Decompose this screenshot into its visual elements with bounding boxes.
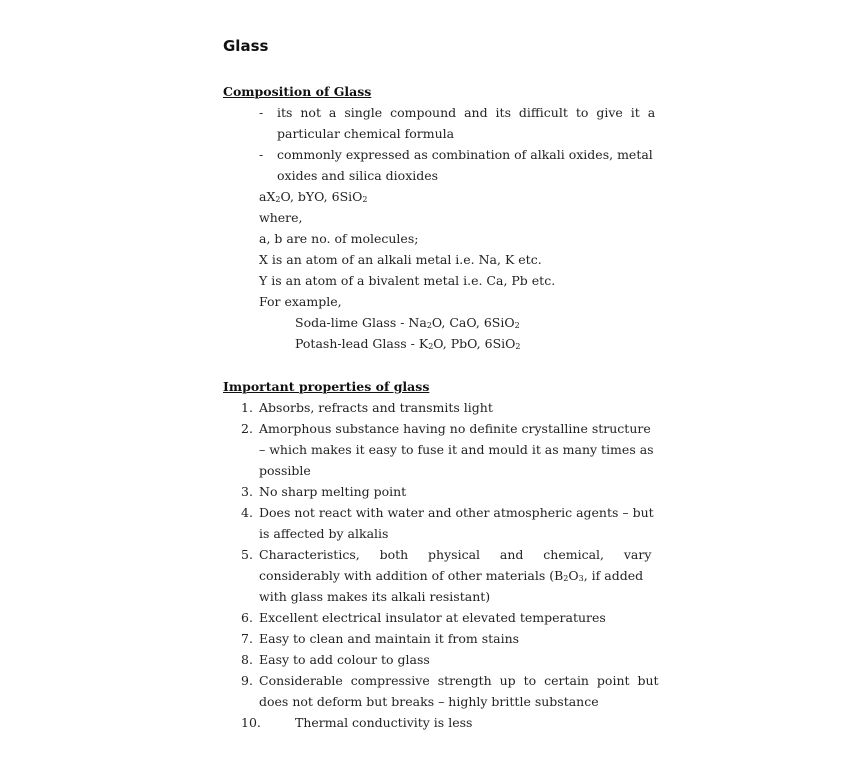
properties-heading: Important properties of glass [223,379,430,394]
list-number: 1. [241,400,253,415]
list-number: 7. [241,631,253,646]
property-5-line-2: considerably with addition of other materials ($B_2O_3$, if added [259,568,644,583]
list-number: 8. [241,652,253,667]
property-8: Easy to add colour to glass [259,652,430,667]
list-number: 6. [241,610,253,625]
bullet-dash: - [259,105,264,120]
property-4-line-1: Does not react with water and other atmospheric agents – but [259,505,654,520]
property-2-line-2: – which makes it easy to fuse it and mould it as many times as [259,442,654,457]
example-potash-lead: Potash-lead Glass - $K_2O$, PbO, 6SiO$_2$ [295,336,521,351]
example-soda-lime: Soda-lime Glass - $Na_2O$, CaO, 6SiO$_2$ [295,315,520,330]
document-title: Glass [223,37,269,55]
list-number: 3. [241,484,253,499]
property-1: Absorbs, refracts and transmits light [259,400,493,415]
composition-bullet-2-line-2: oxides and silica dioxides [277,168,439,183]
property-2-line-3: possible [259,463,311,478]
list-number: 4. [241,505,253,520]
property-7: Easy to clean and maintain it from stains [259,631,520,646]
property-5-line-1: Characteristics, both physical and chemical, vary [259,547,652,562]
x-definition: X is an atom of an alkali metal i.e. Na, K etc. [259,252,542,267]
for-example-label: For example, [259,294,342,309]
composition-heading: Composition of Glass [223,84,372,99]
where-label: where, [259,210,303,225]
list-number: 10. [241,715,261,730]
ab-definition: a, b are no. of molecules; [259,231,419,246]
composition-bullet-2-line-1: commonly expressed as combination of alkali oxides, metal [277,147,653,162]
property-3: No sharp melting point [259,484,407,499]
list-number: 5. [241,547,253,562]
list-number: 9. [241,673,253,688]
list-number: 2. [241,421,253,436]
y-definition: Y is an atom of a bivalent metal i.e. Ca, Pb etc. [259,273,556,288]
composition-bullet-1-line-1: its not a single compound and its difficult to give it a [277,105,656,120]
composition-bullet-1-line-2: particular chemical formula [277,126,455,141]
property-2-line-1: Amorphous substance having no definite crystalline structure [259,421,651,436]
bullet-dash: - [259,147,264,162]
general-formula: $aX_2O$, bYO, 6SiO$_2$ [259,189,368,204]
property-6: Excellent electrical insulator at elevated temperatures [259,610,606,625]
property-5-line-3: with glass makes its alkali resistant) [259,589,491,604]
property-9-line-2: does not deform but breaks – highly brittle substance [259,694,599,709]
property-9-line-1: Considerable compressive strength up to certain point but [259,673,659,688]
property-10: Thermal conductivity is less [295,715,473,730]
property-4-line-2: is affected by alkalis [259,526,389,541]
